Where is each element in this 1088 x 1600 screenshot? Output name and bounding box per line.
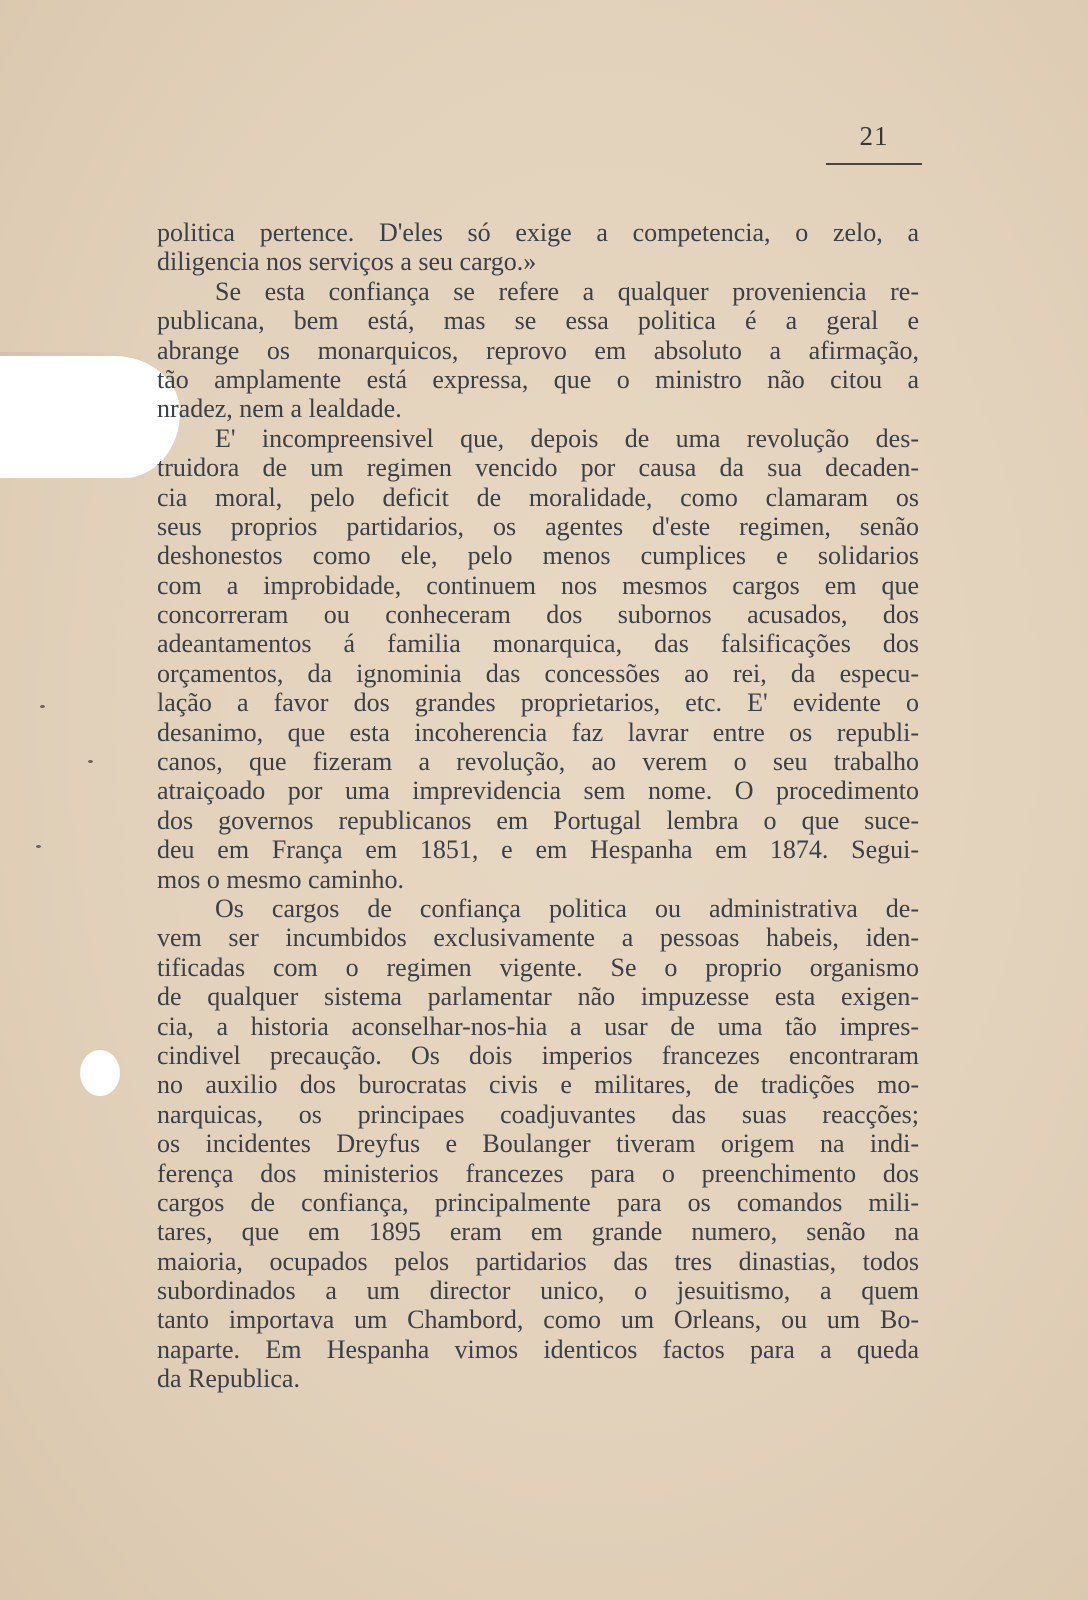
text-line: da Republica. xyxy=(157,1364,300,1394)
text-line: orçamentos, da ignominia das concessões ao rei, da especu- xyxy=(157,658,919,688)
text-line: E' incompreensivel que, depois de uma revolução des- xyxy=(215,423,919,453)
text-line: tão amplamente está expressa, que o ministro não citou a xyxy=(157,364,919,394)
torn-paper-area xyxy=(0,356,180,478)
body-text xyxy=(157,218,919,1394)
text-line: narquicas, os principaes coadjuvantes das suas reacções; xyxy=(157,1099,919,1129)
text-line: os incidentes Dreyfus e Boulanger tiveram origem na indi- xyxy=(157,1129,919,1159)
ink-speck xyxy=(88,760,93,763)
page-number-rule xyxy=(826,163,922,165)
text-line: publicana, bem está, mas se essa politica é a geral e xyxy=(157,306,919,336)
text-line: Os cargos de confiança politica ou administrativa de- xyxy=(215,893,919,923)
text-line: cindivel precaução. Os dois imperios francezes encontraram xyxy=(157,1040,919,1070)
text-line: politica pertence. D'eles só exige a competencia, o zelo, a xyxy=(157,218,919,247)
text-line: deshonestos como ele, pelo menos cumplices e solidarios xyxy=(157,541,919,571)
text-line: atraiçoado por uma imprevidencia sem nome. O procedimento xyxy=(157,776,919,806)
text-line: no auxilio dos burocratas civis e militares, de tradições mo- xyxy=(157,1070,919,1100)
text-line: truidora de um regimen vencido por causa da sua decaden- xyxy=(157,453,919,483)
text-line: tanto importava um Chambord, como um Orleans, ou um Bo- xyxy=(157,1305,919,1335)
text-line: vem ser incumbidos exclusivamente a pessoas habeis, iden- xyxy=(157,923,919,953)
text-line: adeantamentos á familia monarquica, das falsificações dos xyxy=(157,629,919,659)
text-line: ferença dos ministerios francezes para o preenchimento dos xyxy=(157,1158,919,1188)
text-line: seus proprios partidarios, os agentes d'este regimen, senão xyxy=(157,511,919,541)
page-number: 21 xyxy=(859,121,889,151)
text-line: cia, a historia aconselhar-nos-hia a usar de uma tão impres- xyxy=(157,1011,919,1041)
text-line: deu em França em 1851, e em Hespanha em 1874. Segui- xyxy=(157,835,919,865)
text-line: tares, que em 1895 eram em grande numero, senão na xyxy=(157,1217,919,1247)
text-line: com a improbidade, continuem nos mesmos cargos em que xyxy=(157,570,919,600)
text-line: canos, que fizeram a revolução, ao verem o seu trabalho xyxy=(157,747,919,777)
text-line: de qualquer sistema parlamentar não impuzesse esta exigen- xyxy=(157,982,919,1012)
text-line: diligencia nos serviços a seu cargo.» xyxy=(157,247,537,277)
text-line: abrange os monarquicos, reprovo em absoluto a afirmação, xyxy=(157,335,919,365)
text-line: Se esta confiança se refere a qualquer proveniencia re- xyxy=(215,276,919,306)
text-line: dos governos republicanos em Portugal lembra o que suce- xyxy=(157,805,919,835)
text-line: subordinados a um director unico, o jesuitismo, a quem xyxy=(157,1276,919,1306)
text-line: nradez, nem a lealdade. xyxy=(157,394,402,424)
paper-hole xyxy=(80,1050,120,1096)
text-line: tificadas com o regimen vigente. Se o proprio organismo xyxy=(157,952,919,982)
text-line: mos o mesmo caminho. xyxy=(157,864,404,894)
text-line: maioria, ocupados pelos partidarios das tres dinastias, todos xyxy=(157,1246,919,1276)
text-line: concorreram ou conheceram dos subornos acusados, dos xyxy=(157,600,919,630)
text-line: cargos de confiança, principalmente para os comandos mili- xyxy=(157,1187,919,1217)
text-line: cia moral, pelo deficit de moralidade, como clamaram os xyxy=(157,482,919,512)
ink-speck xyxy=(40,705,45,708)
text-line: naparte. Em Hespanha vimos identicos factos para a queda xyxy=(157,1334,919,1364)
text-line: lação a favor dos grandes proprietarios, etc. E' evidente o xyxy=(157,688,919,718)
ink-speck xyxy=(36,845,41,848)
text-line: desanimo, que esta incoherencia faz lavrar entre os republi- xyxy=(157,717,919,747)
